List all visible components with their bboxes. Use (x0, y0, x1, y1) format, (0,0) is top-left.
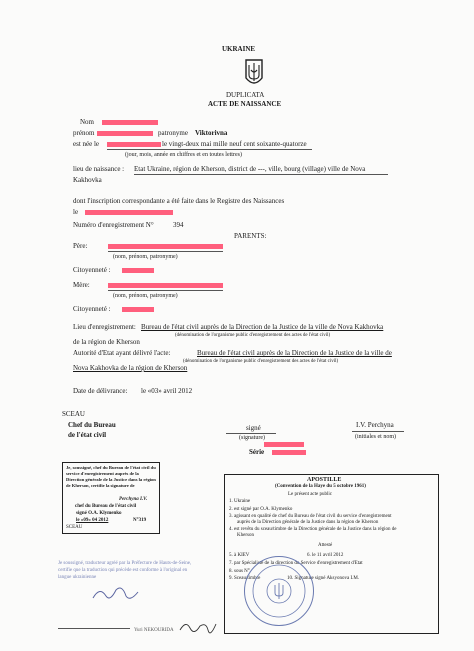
certification-name-ref: Perchyna I.V. (119, 497, 148, 502)
apostille-line-6: 6. le 11 avril 2012 (307, 553, 344, 558)
autorite-label: Autorité d'Etat ayant délivré l'acte: (73, 349, 171, 357)
mere-label: Mère: (73, 281, 90, 289)
numero-value: 394 (173, 221, 184, 229)
nom-label: Nom (80, 118, 94, 126)
certification-signed: signé O.A. Klymenko (76, 511, 122, 516)
initials-hint: (initiales et nom) (355, 434, 396, 440)
certification-date: le «09» 04 2012 (76, 518, 109, 523)
apostille-line-5: 5. à KIEV (229, 553, 250, 558)
apostille-line-3b: auprès de la Direction générale de la Justice dans la région de Kherson (237, 520, 379, 525)
signe-label: signé (246, 424, 261, 432)
certification-sceau: SCEAU (66, 525, 83, 530)
translator-certification: Je soussigné, traducteur agréé par la Préfecture de Hauts-de-Seine, certifie que la traduction qui précède est conforme à l'original en langue ukrainienne (58, 561, 192, 580)
country-heading: UKRAINE (222, 45, 256, 53)
est-nee-label: est née le (73, 140, 100, 148)
pere-label: Père: (73, 242, 88, 250)
mere-citoyennete-label: Citoyenneté : (73, 305, 111, 313)
autorite-value-2: Nova Kakhovka de la région de Kherson (73, 364, 188, 372)
redacted-surname (102, 120, 158, 125)
inscription-le: le (73, 208, 79, 216)
certification-role: chef du Bureau de l'état civil (75, 504, 137, 509)
apostille-line-3: 3. agissant en qualité de chef du Bureau de l'état civil du service d'enregistrement (229, 514, 392, 519)
pere-underline (108, 251, 223, 252)
redacted-birth-date (107, 142, 161, 147)
patronyme-value: Viktorivna (195, 129, 228, 137)
trident-emblem-icon (244, 58, 264, 88)
autorite-hint: (dénomination de l'organisme public d'enregistrement des actes de l'état civil) (183, 359, 339, 364)
redacted-father-citizenship (122, 268, 154, 273)
numero-label: Numéro d'enregistrement N° (73, 221, 154, 229)
date-hint: (jour, mois, année en chiffres et en toutes lettres) (125, 152, 242, 158)
handwritten-signature-icon (90, 584, 142, 604)
certification-number: N°319 (133, 518, 147, 523)
patronyme-label: patronyme (158, 129, 188, 137)
lieu-enregistrement-value: Bureau de l'état civil auprès de la Direction de la Justice de la ville de Nova Kakhovka (141, 323, 384, 331)
lieu-enregistrement-value-2: de la région de Kherson (73, 338, 140, 346)
lieu-value-continued: Kakhovka (73, 176, 102, 184)
apostille-line-4b: Kherson (237, 533, 254, 538)
apostille-line-8: 8. sous N° (229, 569, 250, 574)
apostille-attested: Attesté (318, 543, 333, 548)
apostille-line-2: 2. est signé par O.A. Klymenko (229, 507, 293, 512)
redacted-serie-number (272, 450, 306, 455)
sceau-label: SCEAU (62, 410, 85, 418)
apostille-line-4: 4. est revêtu du sceau/timbre de la Direction générale de la Justice dans la région de (229, 527, 397, 532)
chef-line-2: de l'état civil (68, 431, 107, 439)
autorite-value: Bureau de l'état civil auprès de la Direction de la Justice de la ville de (197, 349, 392, 357)
prenom-label: prénom (73, 129, 95, 137)
chef-line-1: Chef du Bureau (68, 421, 116, 429)
document-title: ACTE DE NAISSANCE (208, 100, 282, 108)
apostille-line-9: 9. Sceau/timbre (229, 576, 261, 581)
inscription-text: dont l'inscription correspondante a été faite dans le Registre des Naissances (73, 197, 285, 205)
redacted-registration-date (85, 210, 173, 215)
date-delivrance-value: le «03» avril 2012 (141, 387, 193, 395)
signature-hint: (signature) (239, 435, 265, 441)
redacted-mother-name (108, 283, 223, 288)
apostille-subtitle: (Convention de la Haye du 5 octobre 1961) (275, 484, 366, 489)
redacted-signature-mark (264, 442, 304, 447)
apostille-line-1: 1. Ukraine (229, 499, 251, 504)
lieu-value: Etat Ukraine, région de Kherson, district de ---, ville, bourg (village) ville de Nova (134, 165, 366, 173)
serie-label: Série (249, 448, 265, 456)
apostille-title: APOSTILLE (307, 477, 342, 483)
birth-date-text: le vingt-deux mai mille neuf cent soixante-quatorze (162, 140, 307, 148)
mere-underline (108, 290, 223, 291)
date-underline (107, 149, 312, 150)
redacted-father-name (108, 244, 223, 249)
apostille-line-10: 10. Signature signé Aksyonova I.M. (287, 576, 360, 581)
lieu-enregistrement-hint: (dénomination de l'organisme public d'enregistrement des actes de l'état civil) (175, 333, 331, 338)
lieu-enregistrement-label: Lieu d'enregistrement: (73, 323, 136, 331)
apostille-line-1b: Le présent acte public (288, 492, 333, 497)
translator-signature-line (58, 628, 130, 629)
certification-text: Je, soussigné, chef du Bureau de l'état civil du service d'enregistrement auprès de la Direction générale de la Justice dans la région de Kherson, certifie la signature de (66, 465, 156, 488)
mere-hint: (nom, prénom, patronyme) (113, 293, 178, 299)
official-stamp (244, 556, 314, 626)
duplicata-label: DUPLICATA (226, 91, 265, 99)
stamp-emblem-icon (245, 557, 313, 625)
signer-underline (352, 431, 404, 432)
date-delivrance-label: Date de délivrance: (73, 387, 128, 395)
apostille-line-7: 7. par Spécialiste de la direction du Service d'enregistrement d'Etat (229, 561, 363, 566)
lieu-label: lieu de naissance : (73, 165, 125, 173)
redacted-mother-citizenship (122, 307, 154, 312)
translator-signature-icon (178, 618, 218, 634)
lieu-underline (134, 174, 388, 175)
redacted-first-name (97, 131, 153, 136)
signer-name: I.V. Perchyna (356, 421, 394, 429)
signature-underline (226, 433, 276, 434)
pere-hint: (nom, prénom, patronyme) (113, 254, 178, 260)
pere-citoyennete-label: Citoyenneté : (73, 266, 111, 274)
translator-name: Yuri NEKOURIDA (134, 628, 174, 633)
parents-heading: PARENTS: (234, 232, 267, 240)
